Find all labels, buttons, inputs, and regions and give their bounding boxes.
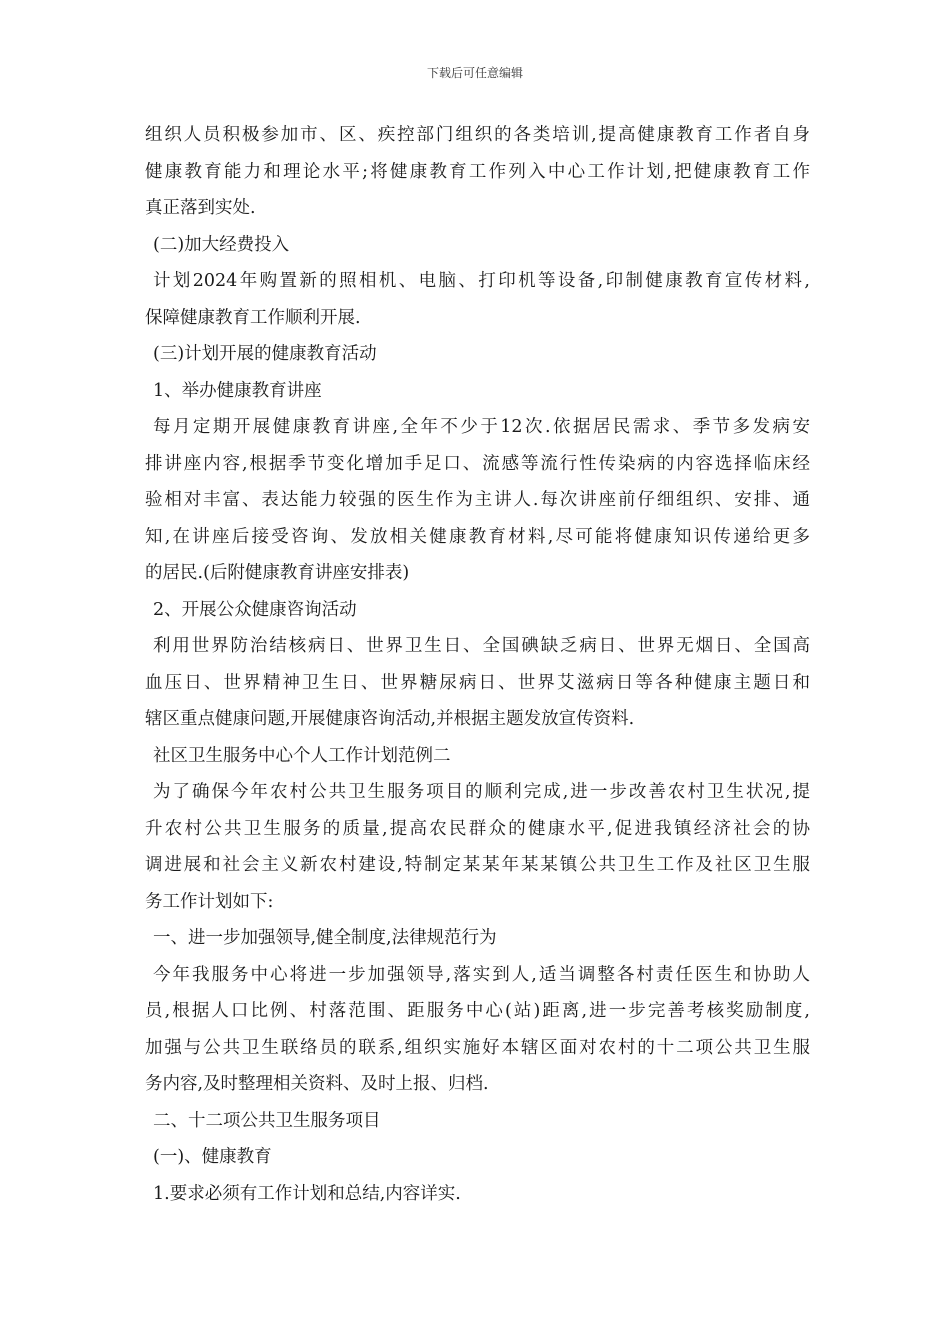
text-line: (一)、健康教育	[153, 1147, 272, 1167]
text-line: 务内容,及时整理相关资料、及时上报、归档.	[145, 1074, 489, 1094]
page-header: 下载后可任意编辑	[426, 66, 523, 80]
text-line: 务工作计划如下:	[145, 891, 274, 912]
text-line: 验相对丰富、表达能力较强的医生作为主讲人.每次讲座前仔细组织、安排、通	[145, 490, 810, 510]
text-line: 的居民.(后附健康教育讲座安排表)	[145, 563, 410, 583]
text-line: 利用世界防治结核病日、世界卫生日、全国碘缺乏病日、世界无烟日、全国高	[153, 636, 810, 656]
text-line: 升农村公共卫生服务的质量,提高农民群众的健康水平,促进我镇经济社会的协	[145, 818, 810, 839]
text-line: 社区卫生服务中心个人工作计划范例二	[153, 745, 451, 766]
text-line: 组织人员积极参加市、区、疾控部门组织的各类培训,提高健康教育工作者自身	[145, 125, 810, 145]
text-line: 1.要求必须有工作计划和总结,内容详实.	[153, 1183, 461, 1204]
text-line: 1、举办健康教育讲座	[153, 380, 322, 401]
text-line: 二、十二项公共卫生服务项目	[153, 1110, 381, 1131]
text-line: 知,在讲座后接受咨询、发放相关健康教育材料,尽可能将健康知识传递给更多	[145, 526, 810, 547]
text-line: 调进展和社会主义新农村建设,特制定某某年某某镇公共卫生工作及社区卫生服	[145, 855, 810, 875]
text-line: 排讲座内容,根据季节变化增加手足口、流感等流行性传染病的内容选择临床经	[145, 453, 810, 474]
text-line: 员,根据人口比例、村落范围、距服务中心(站)距离,进一步完善考核奖励制度,	[145, 1001, 810, 1021]
text-line: 计划2024年购置新的照相机、电脑、打印机等设备,印制健康教育宣传材料,	[153, 271, 810, 291]
text-line: 今年我服务中心将进一步加强领导,落实到人,适当调整各村责任医生和协助人	[153, 964, 810, 985]
text-line: 血压日、世界精神卫生日、世界糖尿病日、世界艾滋病日等各种健康主题日和	[145, 672, 810, 693]
text-line: (二)加大经费投入	[153, 234, 290, 255]
text-line: 2、开展公众健康咨询活动	[153, 599, 357, 620]
text-line: 一、进一步加强领导,健全制度,法律规范行为	[153, 928, 497, 948]
text-line: 为了确保今年农村公共卫生服务项目的顺利完成,进一步改善农村卫生状况,提	[153, 782, 810, 802]
text-line: 保障健康教育工作顺利开展.	[145, 307, 361, 328]
document-body	[145, 117, 810, 1212]
text-line: 辖区重点健康问题,开展健康咨询活动,并根据主题发放宣传资料.	[145, 709, 635, 729]
text-line: 每月定期开展健康教育讲座,全年不少于12次.依据居民需求、季节多发病安	[153, 417, 810, 437]
text-line: 加强与公共卫生联络员的联系,组织实施好本辖区面对农村的十二项公共卫生服	[145, 1037, 810, 1058]
text-line: 健康教育能力和理论水平;将健康教育工作列入中心工作计划,把健康教育工作	[145, 161, 810, 182]
text-line: 真正落到实处.	[145, 198, 256, 218]
text-line: (三)计划开展的健康教育活动	[153, 344, 377, 364]
